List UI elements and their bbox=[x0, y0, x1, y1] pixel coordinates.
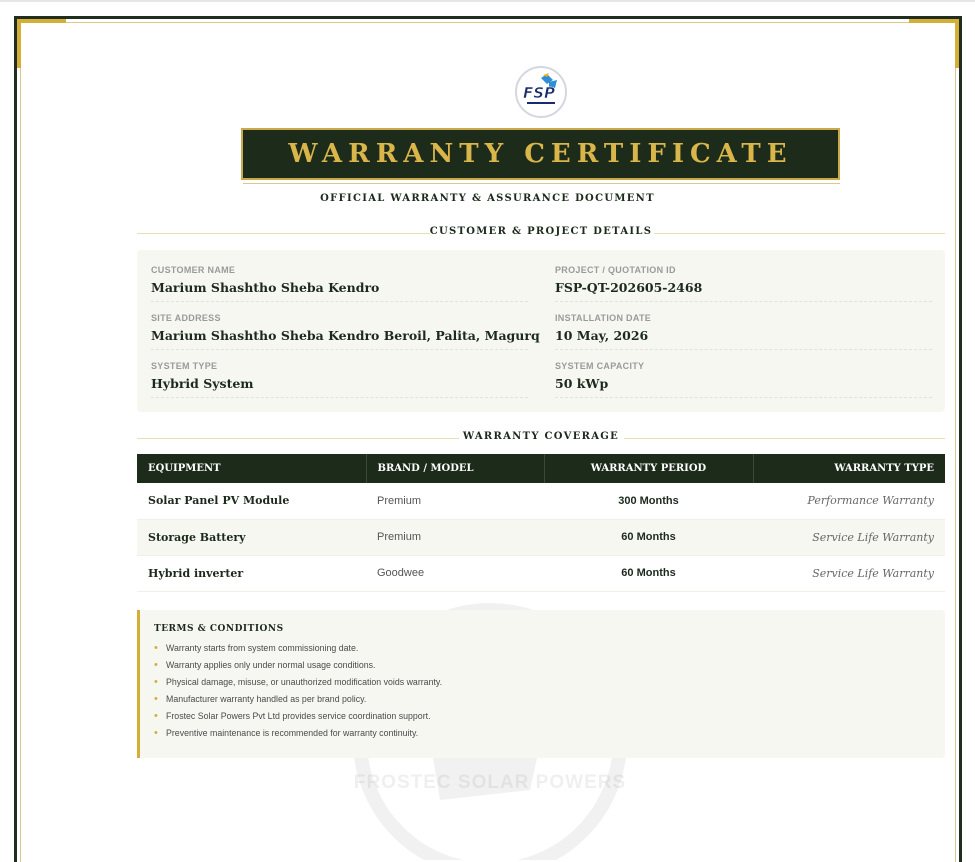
terms-heading: TERMS & CONDITIONS bbox=[154, 624, 284, 634]
customer-section-title: CUSTOMER & PROJECT DETAILS bbox=[429, 226, 653, 237]
fsp-logo-icon bbox=[519, 72, 563, 112]
cell-equipment: Solar Panel PV Module bbox=[137, 483, 366, 519]
page-subtitle: OFFICIAL WARRANTY & ASSURANCE DOCUMENT bbox=[320, 193, 655, 204]
field-label: SYSTEM TYPE bbox=[151, 361, 218, 371]
cell-type: Performance Warranty bbox=[753, 483, 945, 519]
field-value: 50 kWp bbox=[555, 376, 932, 398]
cell-type: Service Life Warranty bbox=[753, 555, 945, 591]
list-item: • Manufacturer warranty handled as per brand policy. bbox=[154, 694, 931, 711]
column-header-period: WARRANTY PERIOD bbox=[544, 454, 753, 483]
list-item: • Warranty starts from system commissioning date. bbox=[154, 643, 931, 660]
table-header-row bbox=[137, 454, 945, 483]
cell-equipment: Hybrid inverter bbox=[137, 555, 366, 591]
cell-type: Service Life Warranty bbox=[753, 519, 945, 555]
column-header-brand: BRAND / MODEL bbox=[366, 454, 544, 483]
list-item: • Preventive maintenance is recommended for warranty continuity. bbox=[154, 728, 931, 745]
cell-brand: Goodwee bbox=[366, 555, 544, 591]
coverage-section-heading bbox=[137, 431, 945, 445]
watermark-text: FROSTEC SOLAR POWERS bbox=[353, 772, 627, 793]
field-system-capacity bbox=[555, 361, 932, 398]
corner-accent-top-right-vertical bbox=[955, 19, 959, 68]
cell-period: 60 Months bbox=[544, 555, 753, 591]
list-item: • Frostec Solar Powers Pvt Ltd provides service coordination support. bbox=[154, 711, 931, 728]
corner-accent-top-left bbox=[17, 19, 66, 23]
field-project-id bbox=[555, 265, 932, 302]
title-banner bbox=[241, 128, 840, 180]
field-installation-date bbox=[555, 313, 932, 350]
terms-panel bbox=[137, 610, 945, 758]
customer-section-heading bbox=[137, 226, 945, 240]
cell-period: 60 Months bbox=[544, 519, 753, 555]
terms-list bbox=[154, 643, 931, 745]
field-value: FSP-QT-202605-2468 bbox=[555, 280, 932, 302]
table-row bbox=[137, 483, 945, 519]
warranty-coverage-table bbox=[137, 454, 945, 592]
field-label: INSTALLATION DATE bbox=[555, 313, 652, 323]
field-value: Marium Shashtho Sheba Kendro Beroil, Palita, Magurq bbox=[151, 328, 528, 350]
cell-period: 300 Months bbox=[544, 483, 753, 519]
company-logo bbox=[515, 66, 567, 118]
field-label: SYSTEM CAPACITY bbox=[555, 361, 645, 371]
column-header-equipment: EQUIPMENT bbox=[137, 454, 366, 483]
list-item: • Warranty applies only under normal usage conditions. bbox=[154, 660, 931, 677]
corner-accent-top-left-vertical bbox=[17, 19, 21, 68]
field-customer-name bbox=[151, 265, 528, 302]
cell-equipment: Storage Battery bbox=[137, 519, 366, 555]
field-label: PROJECT / QUOTATION ID bbox=[555, 265, 676, 275]
cell-brand: Premium bbox=[366, 519, 544, 555]
field-system-type bbox=[151, 361, 528, 398]
field-value: Hybrid System bbox=[151, 376, 528, 398]
customer-details-panel bbox=[137, 250, 945, 412]
corner-accent-top-right bbox=[909, 19, 959, 23]
list-item: • Physical damage, misuse, or unauthorized modification voids warranty. bbox=[154, 677, 931, 694]
field-site-address bbox=[151, 313, 540, 350]
column-header-type: WARRANTY TYPE bbox=[753, 454, 945, 483]
logo-text: FSP bbox=[522, 84, 556, 102]
table-row bbox=[137, 519, 945, 555]
field-label: CUSTOMER NAME bbox=[151, 265, 236, 275]
coverage-section-title: WARRANTY COVERAGE bbox=[462, 431, 620, 442]
field-value: 10 May, 2026 bbox=[555, 328, 932, 350]
table-row bbox=[137, 555, 945, 591]
title-underline bbox=[243, 183, 840, 184]
cell-brand: Premium bbox=[366, 483, 544, 519]
field-label: SITE ADDRESS bbox=[151, 313, 221, 323]
top-rule bbox=[0, 0, 975, 2]
field-value: Marium Shashtho Sheba Kendro bbox=[151, 280, 528, 302]
page-title: WARRANTY CERTIFICATE bbox=[288, 139, 793, 169]
